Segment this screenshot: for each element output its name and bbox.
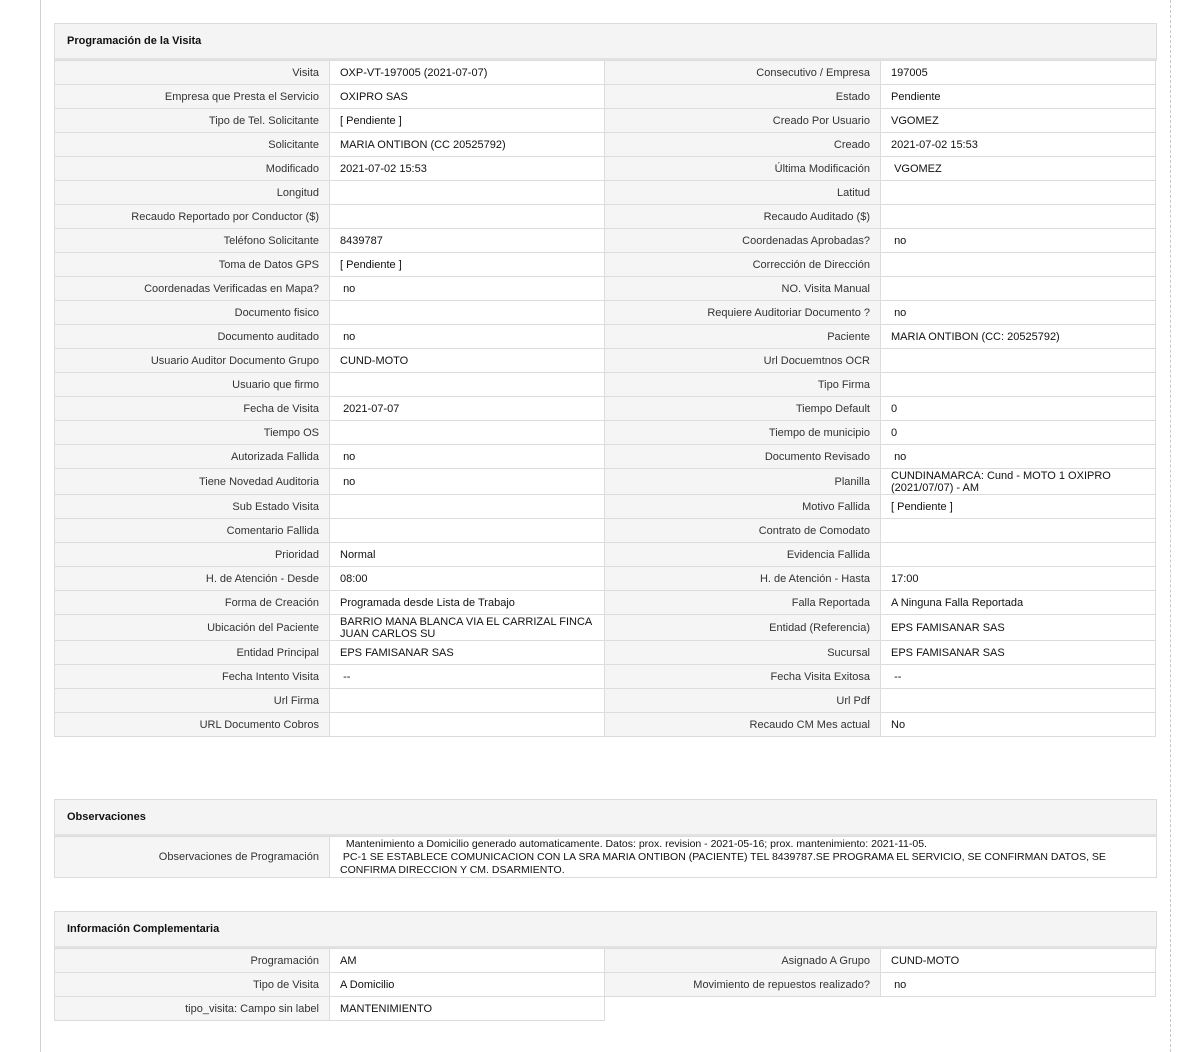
field-label: Fecha Visita Exitosa xyxy=(604,664,881,689)
programacion-table xyxy=(54,61,1157,737)
table-row xyxy=(54,373,1157,397)
field-label: Longitud xyxy=(54,180,330,205)
field-label: Documento Revisado xyxy=(604,444,881,469)
field-value: no xyxy=(329,444,605,469)
field-label: Forma de Creación xyxy=(54,590,330,615)
section-header-programacion: Programación de la Visita xyxy=(54,23,1157,61)
field-value: no xyxy=(329,324,605,349)
field-label: Usuario que firmo xyxy=(54,372,330,397)
field-label: URL Documento Cobros xyxy=(54,712,330,737)
field-value: no xyxy=(880,972,1156,997)
table-row xyxy=(54,567,1157,591)
field-label: Programación xyxy=(54,948,330,973)
field-label: Tiempo OS xyxy=(54,420,330,445)
field-label: Tipo de Visita xyxy=(54,972,330,997)
field-value: [ Pendiente ] xyxy=(880,494,1156,519)
field-label: Sucursal xyxy=(604,640,881,665)
field-label: Requiere Auditoriar Documento ? xyxy=(604,300,881,325)
table-row xyxy=(54,397,1157,421)
field-label: Consecutivo / Empresa xyxy=(604,60,881,85)
field-label: Prioridad xyxy=(54,542,330,567)
field-value: Pendiente xyxy=(880,84,1156,109)
field-value xyxy=(329,204,605,229)
field-label: Visita xyxy=(54,60,330,85)
field-value: CUND-MOTO xyxy=(880,948,1156,973)
field-value: 2021-07-07 xyxy=(329,396,605,421)
table-row xyxy=(54,133,1157,157)
observaciones-label: Observaciones de Programación xyxy=(54,836,330,878)
field-value xyxy=(880,542,1156,567)
table-row xyxy=(54,445,1157,469)
field-label: Empresa que Presta el Servicio xyxy=(54,84,330,109)
observaciones-line-2: PC-1 SE ESTABLECE COMUNICACION CON LA SRA MARIA ONTIBON (PACIENTE) TEL 8439787.SE PROGRAMA EL SERVICIO, SE CONFIRMAN DATOS, SE CONFIRMA DIRECCION Y CM. DSARMIENTO. xyxy=(340,850,1109,876)
field-value xyxy=(880,348,1156,373)
field-label: Toma de Datos GPS xyxy=(54,252,330,277)
table-row xyxy=(54,421,1157,445)
field-label: Contrato de Comodato xyxy=(604,518,881,543)
table-row xyxy=(54,519,1157,543)
field-value: 0 xyxy=(880,396,1156,421)
field-label: Latitud xyxy=(604,180,881,205)
table-row xyxy=(54,641,1157,665)
field-value xyxy=(329,420,605,445)
right-dashed-border xyxy=(1170,0,1171,1052)
field-label: Motivo Fallida xyxy=(604,494,881,519)
field-value: A Domicilio xyxy=(329,972,605,997)
field-value xyxy=(880,252,1156,277)
field-label: Modificado xyxy=(54,156,330,181)
table-row xyxy=(54,349,1157,373)
field-label: Última Modificación xyxy=(604,156,881,181)
field-value: Programada desde Lista de Trabajo xyxy=(329,590,605,615)
field-label: Url Pdf xyxy=(604,688,881,713)
field-value: OXP-VT-197005 (2021-07-07) xyxy=(329,60,605,85)
field-value: MARIA ONTIBON (CC 20525792) xyxy=(329,132,605,157)
field-label: Sub Estado Visita xyxy=(54,494,330,519)
field-label: NO. Visita Manual xyxy=(604,276,881,301)
field-value: 2021-07-02 15:53 xyxy=(880,132,1156,157)
field-value: no xyxy=(880,444,1156,469)
field-value: 08:00 xyxy=(329,566,605,591)
field-value xyxy=(329,494,605,519)
field-value: EPS FAMISANAR SAS xyxy=(329,640,605,665)
field-value: EPS FAMISANAR SAS xyxy=(880,614,1156,641)
table-row xyxy=(54,325,1157,349)
field-label: Documento fisico xyxy=(54,300,330,325)
field-value: no xyxy=(329,276,605,301)
table-row xyxy=(54,109,1157,133)
field-value xyxy=(880,518,1156,543)
field-value: A Ninguna Falla Reportada xyxy=(880,590,1156,615)
observaciones-line-1: Mantenimiento a Domicilio generado automaticamente. Datos: prox. revision - 2021-05-16; prox. mantenimiento: 2021-11-05. xyxy=(340,837,927,850)
field-label: H. de Atención - Hasta xyxy=(604,566,881,591)
field-value: EPS FAMISANAR SAS xyxy=(880,640,1156,665)
field-label: Coordenadas Verificadas en Mapa? xyxy=(54,276,330,301)
field-label: Url Firma xyxy=(54,688,330,713)
field-label: Documento auditado xyxy=(54,324,330,349)
field-value xyxy=(329,372,605,397)
field-value: no xyxy=(329,468,605,495)
field-value xyxy=(329,688,605,713)
field-label: Entidad Principal xyxy=(54,640,330,665)
field-label: H. de Atención - Desde xyxy=(54,566,330,591)
table-row xyxy=(54,181,1157,205)
field-value: CUND-MOTO xyxy=(329,348,605,373)
field-value xyxy=(329,712,605,737)
field-label: Creado xyxy=(604,132,881,157)
observaciones-section xyxy=(54,799,1157,878)
field-label: Tiempo de municipio xyxy=(604,420,881,445)
field-value xyxy=(880,372,1156,397)
field-label: Fecha de Visita xyxy=(54,396,330,421)
field-label: Estado xyxy=(604,84,881,109)
table-row xyxy=(54,205,1157,229)
field-value: -- xyxy=(880,664,1156,689)
field-label: Tipo de Tel. Solicitante xyxy=(54,108,330,133)
field-value: [ Pendiente ] xyxy=(329,108,605,133)
field-value: 8439787 xyxy=(329,228,605,253)
field-label: Coordenadas Aprobadas? xyxy=(604,228,881,253)
field-value: 17:00 xyxy=(880,566,1156,591)
field-label: Comentario Fallida xyxy=(54,518,330,543)
table-row xyxy=(54,301,1157,325)
field-value: 2021-07-02 15:53 xyxy=(329,156,605,181)
table-row xyxy=(54,713,1157,737)
field-label: Recaudo Auditado ($) xyxy=(604,204,881,229)
table-row xyxy=(54,665,1157,689)
field-label: Entidad (Referencia) xyxy=(604,614,881,641)
field-value xyxy=(880,688,1156,713)
table-row xyxy=(54,591,1157,615)
left-border-line xyxy=(40,0,41,1052)
field-label: Corrección de Dirección xyxy=(604,252,881,277)
field-label: tipo_visita: Campo sin label xyxy=(54,996,330,1021)
table-row xyxy=(54,277,1157,301)
field-value xyxy=(880,276,1156,301)
programacion-section xyxy=(54,23,1157,737)
field-label: Tiempo Default xyxy=(604,396,881,421)
table-row xyxy=(54,157,1157,181)
table-row xyxy=(54,61,1157,85)
field-value: 0 xyxy=(880,420,1156,445)
observaciones-value xyxy=(329,836,1157,878)
field-label: Falla Reportada xyxy=(604,590,881,615)
field-label: Evidencia Fallida xyxy=(604,542,881,567)
field-label: Movimiento de repuestos realizado? xyxy=(604,972,881,997)
field-value: CUNDINAMARCA: Cund - MOTO 1 OXIPRO (2021/07/07) - AM xyxy=(880,468,1156,495)
field-value xyxy=(329,518,605,543)
field-label: Asignado A Grupo xyxy=(604,948,881,973)
observaciones-row xyxy=(54,837,1157,878)
field-value xyxy=(329,180,605,205)
field-value: No xyxy=(880,712,1156,737)
table-row xyxy=(54,689,1157,713)
field-label: Creado Por Usuario xyxy=(604,108,881,133)
field-label: Tipo Firma xyxy=(604,372,881,397)
field-label: Recaudo CM Mes actual xyxy=(604,712,881,737)
field-value xyxy=(880,180,1156,205)
field-label: Autorizada Fallida xyxy=(54,444,330,469)
field-value: Normal xyxy=(329,542,605,567)
field-label: Planilla xyxy=(604,468,881,495)
table-row xyxy=(54,85,1157,109)
field-value xyxy=(880,204,1156,229)
field-value: MARIA ONTIBON (CC: 20525792) xyxy=(880,324,1156,349)
field-value: MANTENIMIENTO xyxy=(329,996,605,1021)
field-label: Teléfono Solicitante xyxy=(54,228,330,253)
table-row xyxy=(54,469,1157,495)
field-value: VGOMEZ xyxy=(880,156,1156,181)
field-label: Url Docuemtnos OCR xyxy=(604,348,881,373)
field-value: VGOMEZ xyxy=(880,108,1156,133)
section-header-complementaria: Información Complementaria xyxy=(54,911,1157,949)
table-row xyxy=(54,949,1157,973)
table-row xyxy=(54,543,1157,567)
field-label: Paciente xyxy=(604,324,881,349)
field-value: AM xyxy=(329,948,605,973)
field-value: no xyxy=(880,300,1156,325)
table-row xyxy=(54,997,1157,1021)
table-row xyxy=(54,495,1157,519)
field-label: Solicitante xyxy=(54,132,330,157)
complementaria-table xyxy=(54,949,1157,997)
field-value: no xyxy=(880,228,1156,253)
field-label: Fecha Intento Visita xyxy=(54,664,330,689)
table-row xyxy=(54,973,1157,997)
field-label: Recaudo Reportado por Conductor ($) xyxy=(54,204,330,229)
field-value: 197005 xyxy=(880,60,1156,85)
field-value: BARRIO MANA BLANCA VIA EL CARRIZAL FINCA JUAN CARLOS SU xyxy=(329,614,605,641)
field-value: -- xyxy=(329,664,605,689)
field-label: Tiene Novedad Auditoria xyxy=(54,468,330,495)
field-label: Ubicación del Paciente xyxy=(54,614,330,641)
table-row xyxy=(54,229,1157,253)
section-header-observaciones: Observaciones xyxy=(54,799,1157,837)
complementaria-section xyxy=(54,911,1157,1021)
field-label: Usuario Auditor Documento Grupo xyxy=(54,348,330,373)
field-value: OXIPRO SAS xyxy=(329,84,605,109)
table-row xyxy=(54,615,1157,641)
table-row xyxy=(54,253,1157,277)
field-value: [ Pendiente ] xyxy=(329,252,605,277)
field-value xyxy=(329,300,605,325)
